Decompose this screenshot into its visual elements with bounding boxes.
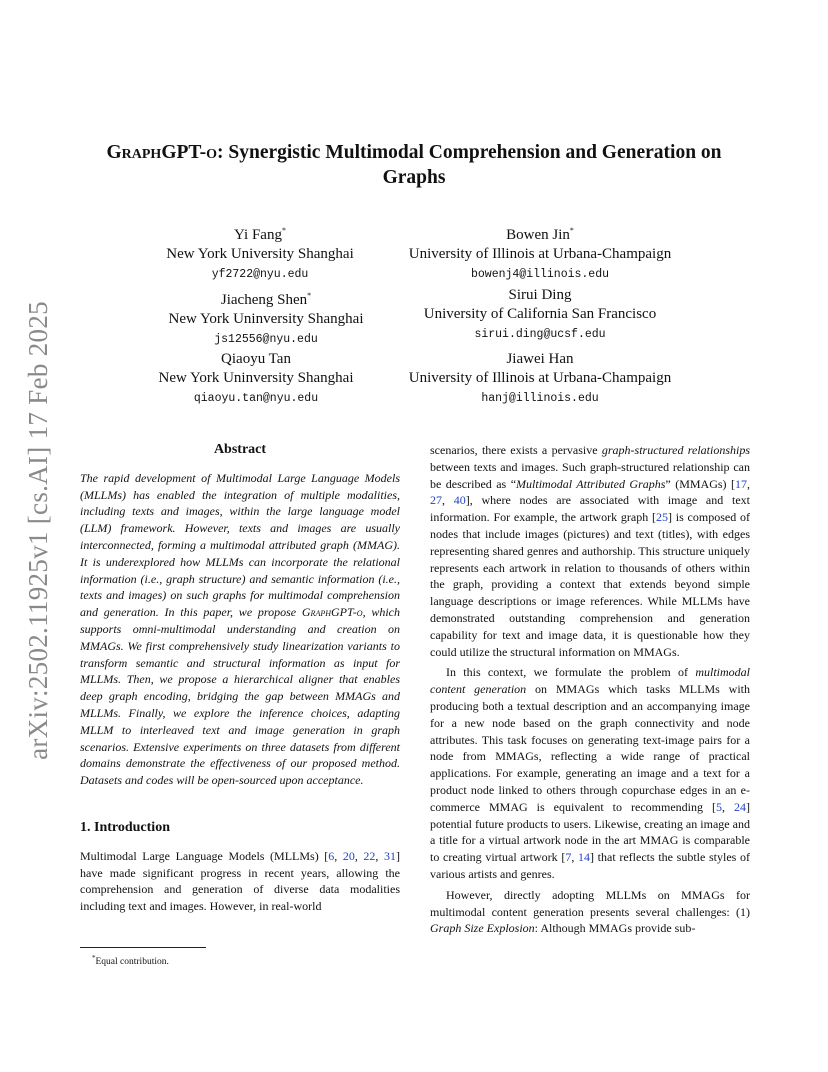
paragraph-task <box>430 664 750 882</box>
abstract-name-graph: Graph <box>301 605 331 620</box>
author-email[interactable]: qiaoyu.tan@nyu.edu <box>193 392 319 405</box>
arxiv-id[interactable]: arXiv:2502.11925v1 [cs.AI] 17 Feb 2025 <box>22 300 53 760</box>
body-text: : Although MMAGs provide sub- <box>534 921 696 936</box>
author-block <box>140 286 392 348</box>
body-text: scenarios, there exists a pervasive <box>430 443 602 457</box>
abstract-name-gpt: GPT- <box>331 605 357 620</box>
author-block <box>390 350 690 407</box>
abstract-part1: The rapid development of Multimodal Large Language Models (MLLMs) has enabled the integration of multiple modalities, including texts and images, within the large language model (LLM) framework. However, texts and images are usually interconnected, forming a multimodal attributed graph (MMAG). It is underexplored how MLLMs can incorporate the relational information (i.e., graph structure) and semantic information (i.e., texts and images) on such graphs for multimodal comprehension and generation. In this paper, we propose <box>80 470 400 620</box>
author-affiliation: New York Uninversity Shanghai <box>168 311 364 327</box>
author-email[interactable]: sirui.ding@ucsf.edu <box>474 328 606 341</box>
author-block <box>130 350 382 407</box>
emphasis-text: multimodal content generation <box>430 665 750 697</box>
body-text: ] potential future products to users. Likewise, creating an image and a title for a virtual artwork node in the art MMAG is comparable to creating virtual artwork [ <box>430 799 751 865</box>
abstract-name-o: o <box>356 605 363 620</box>
body-text: ] is composed of nodes that include images (pictures) and text (titles), with edges representing shared genres and authorship. This structure uniquely represents each artwork in relation to thousands of others within the graph, providing a context that extends beyond simple language descriptions or image references. While MLLMs have demonstrated outstanding comprehension and generation capability for text and image data, it is questionable how they could utilize the structural information on MMAGs. <box>430 510 750 659</box>
intro-paragraph <box>80 848 400 915</box>
body-text: , <box>722 799 735 814</box>
citation-link[interactable]: 5 <box>716 799 722 814</box>
author-affiliation: University of Illinois at Urbana-Champaign <box>408 246 672 262</box>
footnote-mark: * <box>92 954 96 962</box>
footnote <box>92 952 169 968</box>
citation-link[interactable]: 31 <box>384 848 396 863</box>
body-text: , <box>571 850 579 865</box>
body-text: on MMAGs which tasks MLLMs with producing both a textual description and an accompanying image for a new node based on the graph connectivity and node attributes. This task focuses on generating text-image pairs for a node from MMAGs, reflecting a wide range of practical applications. For example, generating an image and a text for a product node linked to others through copurchase edges in an e-commerce MMAG is equivalent to recommending [ <box>430 682 750 814</box>
body-text: ” (MMAGs) [ <box>665 476 736 491</box>
intro-text: , <box>354 848 364 863</box>
citation-link[interactable]: 17 <box>735 476 748 491</box>
author-email[interactable]: js12556@nyu.edu <box>214 333 318 346</box>
footnote-text: Equal contribution. <box>95 957 169 968</box>
author-affiliation: New York University Shanghai <box>166 246 354 262</box>
paragraph-challenges <box>430 887 750 937</box>
section-heading-introduction: 1. Introduction <box>80 819 170 835</box>
emphasis-text: Graph Size Explosion <box>430 921 535 936</box>
author-email[interactable]: bowenj4@illinois.edu <box>470 268 610 281</box>
author-affiliation: University of California San Francisco <box>423 306 657 322</box>
emphasis-text: graph-structured relationships <box>601 443 750 457</box>
citation-link[interactable]: 27 <box>430 493 442 508</box>
author-name: Jiawei Han <box>506 351 574 367</box>
author-name: Sirui Ding <box>508 287 572 303</box>
author-name: Bowen Jin <box>506 227 570 243</box>
citation-link[interactable]: 22 <box>363 848 376 863</box>
footnote-divider <box>80 947 206 948</box>
intro-text: , <box>375 848 384 863</box>
citation-link[interactable]: 7 <box>565 850 572 865</box>
intro-text: , <box>334 848 343 863</box>
citation-link[interactable]: 14 <box>578 850 591 865</box>
citation-link[interactable]: 24 <box>734 799 747 814</box>
author-block <box>140 221 380 283</box>
left-column <box>80 442 400 915</box>
title-graph: Graph <box>106 142 162 163</box>
author-affiliation: New York Uninversity Shanghai <box>158 370 354 386</box>
author-block <box>390 221 690 283</box>
body-text: In this context, we formulate the problem of <box>446 665 696 680</box>
author-name: Qiaoyu Tan <box>221 351 291 367</box>
intro-text: ] have made significant progress in recent years, allowing the comprehension and generation of diverse data modalities including text and images. However, in real-world <box>80 848 400 914</box>
abstract-part2: , which supports omni-multimodal understanding and creation on MMAGs. We first comprehensively study linearization variants to transform semantic and structural information as input for MLLMs. Then, we propose a hierarchical aligner that enables deep graph encoding, bridging the gap between MMAGs and MLLMs. Finally, we explore the inference choices, adapting MLLM to interleaved text and image generation in graph scenarios. Extensive experiments on three datasets from different domains demonstrate the effectiveness of our proposed method. Datasets and codes will be open-sourced upon acceptance. <box>80 605 400 788</box>
author-name: Yi Fang <box>234 227 282 243</box>
equal-contrib-mark: * <box>307 291 312 300</box>
right-column <box>430 442 750 937</box>
author-block <box>400 286 680 343</box>
body-text: between texts and images. Such graph-structured relationship can be described as “ <box>430 459 750 491</box>
citation-link[interactable]: 6 <box>328 848 335 863</box>
author-affiliation: University of Illinois at Urbana-Champaign <box>408 370 672 386</box>
equal-contrib-mark: * <box>281 226 286 235</box>
author-email[interactable]: hanj@illinois.edu <box>481 392 599 405</box>
body-text: However, directly adopting MLLMs on MMAGs for multimodal content generation presents several challenges: (1) <box>430 887 750 919</box>
arxiv-watermark <box>8 295 68 765</box>
author-email[interactable]: yf2722@nyu.edu <box>211 268 309 281</box>
body-text: , <box>747 476 751 491</box>
paragraph-mmag <box>430 442 750 660</box>
abstract-text <box>80 470 400 789</box>
intro-text: Multimodal Large Language Models (MLLMs) [ <box>80 848 329 863</box>
citation-link[interactable]: 40 <box>453 493 466 508</box>
title-line2: Graphs <box>382 167 446 188</box>
title-o: o <box>206 142 218 163</box>
emphasis-text: Multimodal Attributed Graphs <box>516 476 666 491</box>
equal-contrib-mark: * <box>569 226 574 235</box>
paper-title <box>80 140 748 190</box>
body-text: ], where nodes are associated with image and text information. For example, the artwork graph [ <box>430 493 750 525</box>
title-gpt: GPT- <box>161 142 207 163</box>
citation-link[interactable]: 25 <box>655 510 668 525</box>
author-name: Jiacheng Shen <box>220 292 308 308</box>
citation-link[interactable]: 20 <box>342 848 355 863</box>
body-text: , <box>442 493 454 508</box>
body-text: ] that reflects the subtle styles of various artists and genres. <box>430 850 751 881</box>
title-rest: : Synergistic Multimodal Comprehension and Generation on <box>217 142 722 163</box>
abstract-heading: Abstract <box>213 442 267 457</box>
